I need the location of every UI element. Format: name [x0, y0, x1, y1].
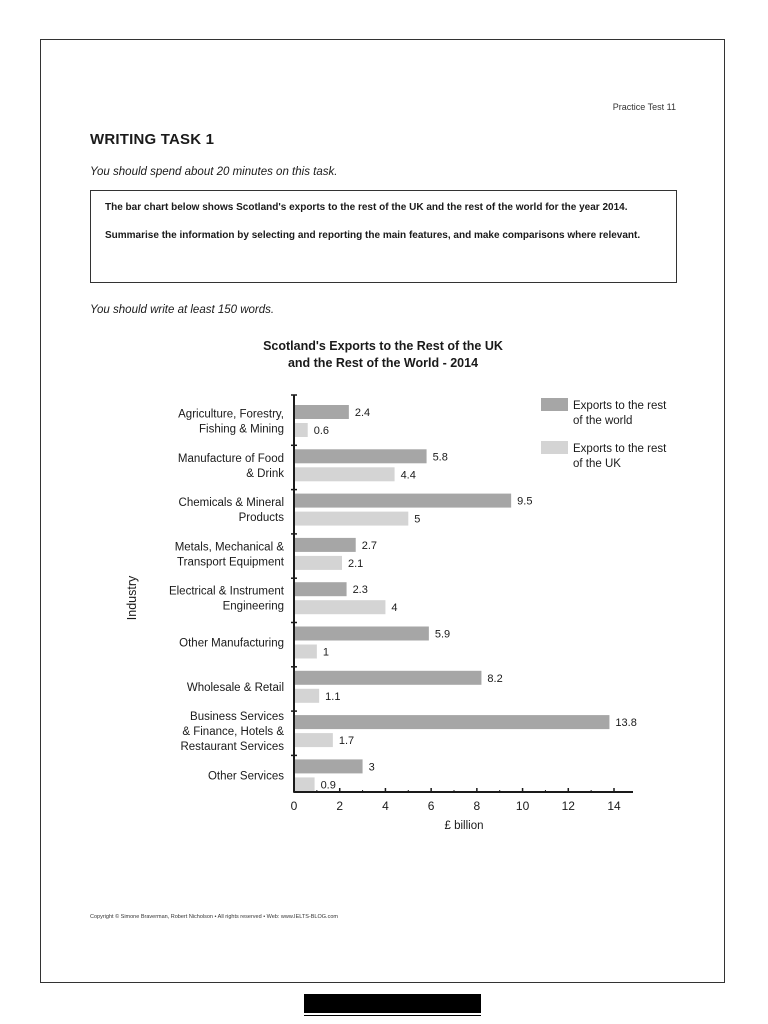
- bar-world: [294, 449, 427, 463]
- category-label: Business Services: [190, 711, 284, 724]
- category-label: Other Manufacturing: [179, 637, 284, 650]
- legend-label: Exports to the rest: [573, 400, 667, 412]
- category-label: & Drink: [246, 467, 284, 480]
- bar-uk: [294, 556, 342, 570]
- category-label: Wholesale & Retail: [186, 681, 284, 694]
- prompt-instruction: Summarise the information by selecting and reporting the main features, and make comparisons where relevant.: [105, 230, 641, 241]
- category-label: Fishing & Mining: [198, 423, 284, 436]
- copyright-footer: Copyright © Simone Braverman, Robert Nicholson • All rights reserved • Web: www.IELTS-BLOG.com: [90, 914, 338, 920]
- category-label: Engineering: [222, 600, 284, 613]
- x-tick-label: 2: [336, 799, 344, 813]
- legend-label: of the UK: [573, 458, 621, 470]
- bar-world: [294, 671, 481, 685]
- bar-world: [294, 582, 347, 596]
- bar-world: [294, 715, 609, 729]
- bar-uk: [294, 689, 319, 703]
- bar-uk: [294, 600, 385, 614]
- data-label-uk: 0.9: [320, 779, 336, 792]
- x-axis-label: £ billion: [444, 820, 484, 832]
- bar-uk: [294, 777, 315, 791]
- data-label-world: 9.5: [517, 495, 533, 508]
- category-label: Transport Equipment: [177, 556, 284, 569]
- chart-title-line1: Scotland's Exports to the Rest of the UK: [263, 339, 503, 353]
- category-label: Restaurant Services: [180, 741, 284, 754]
- category-label: Agriculture, Forestry,: [178, 408, 284, 421]
- category-label: Metals, Mechanical &: [174, 541, 284, 554]
- category-label: & Finance, Hotels &: [182, 726, 284, 739]
- data-label-uk: 4: [391, 602, 398, 615]
- data-label-world: 8.2: [487, 672, 503, 685]
- prompt-description: The bar chart below shows Scotland's exports to the rest of the UK and the rest of the world for the year 2014.: [105, 202, 628, 213]
- x-tick-label: 0: [290, 799, 298, 813]
- data-label-uk: 2.1: [348, 557, 364, 570]
- y-axis-label: Industry: [125, 575, 139, 621]
- x-tick-label: 12: [561, 799, 575, 813]
- bar-world: [294, 405, 349, 419]
- bar-world: [294, 494, 511, 508]
- data-label-world: 13.8: [615, 717, 637, 730]
- bar-uk: [294, 733, 333, 747]
- category-label: Products: [238, 512, 284, 525]
- bar-uk: [294, 645, 317, 659]
- bar-uk: [294, 467, 395, 481]
- data-label-uk: 1.7: [338, 735, 355, 748]
- data-label-uk: 1.1: [325, 690, 341, 703]
- data-label-world: 2.7: [361, 539, 378, 552]
- task-title: WRITING TASK 1: [90, 131, 215, 148]
- category-label: Manufacture of Food: [177, 452, 284, 465]
- chart-title-line2: and the Rest of the World - 2014: [287, 356, 479, 370]
- data-label-world: 5.8: [432, 451, 448, 464]
- category-label: Electrical & Instrument: [168, 585, 284, 598]
- x-tick-label: 14: [607, 799, 621, 813]
- bar-world: [294, 627, 429, 641]
- category-label: Chemicals & Mineral: [178, 497, 284, 510]
- bottom-black-bar: [304, 994, 481, 1013]
- word-requirement: You should write at least 150 words.: [90, 304, 275, 316]
- bar-world: [294, 538, 356, 552]
- bar-world: [294, 759, 363, 773]
- bar-uk: [294, 512, 408, 526]
- data-label-uk: 0.6: [313, 425, 330, 437]
- data-label-uk: 1: [322, 646, 329, 659]
- data-label-world: 2.4: [354, 407, 371, 419]
- data-label-uk: 4.4: [400, 469, 416, 482]
- data-label-world: 3: [368, 761, 375, 774]
- data-label-world: 2.3: [352, 584, 368, 597]
- x-tick-label: 4: [382, 799, 389, 813]
- data-label-world: 5.9: [434, 628, 451, 641]
- x-tick-label: 10: [515, 799, 530, 813]
- legend-swatch: [541, 398, 568, 411]
- bar-uk: [294, 423, 308, 437]
- bottom-rule: [304, 1015, 481, 1016]
- practice-test-label: Practice Test 11: [612, 102, 676, 112]
- category-label: Other Services: [207, 770, 284, 783]
- legend-swatch: [541, 441, 568, 454]
- legend-label: Exports to the rest: [573, 443, 667, 455]
- data-label-uk: 5: [414, 513, 421, 526]
- x-tick-label: 6: [427, 799, 435, 813]
- legend-label: of the world: [573, 415, 633, 427]
- time-instruction: You should spend about 20 minutes on this task.: [90, 166, 338, 178]
- x-tick-label: 8: [473, 799, 481, 813]
